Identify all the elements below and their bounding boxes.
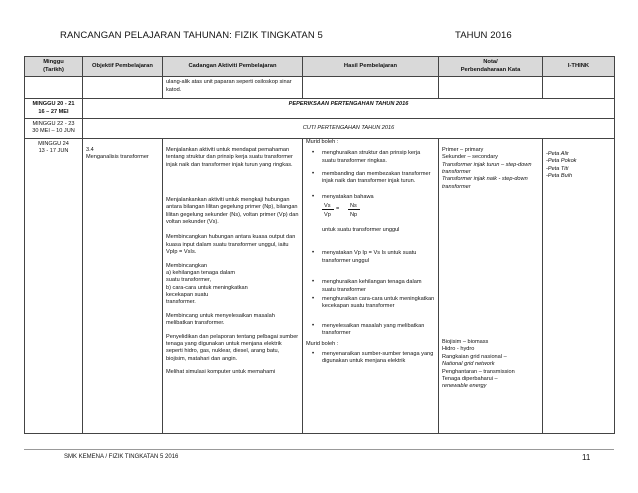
list-item: • menyenaraikan sumber-sumber tenaga yang digunakan untuk menjana elektrik <box>322 351 435 366</box>
footer-text: SMK KEMENA / FIZIK TINGKATAN 5 2016 <box>64 454 179 460</box>
header-activity: Cadangan Aktiviti Pembelajaran <box>163 57 303 77</box>
document-title: RANCANGAN PELAJARAN TAHUNAN: FIZIK TINGKATAN 5 <box>60 30 323 41</box>
table-row <box>25 77 615 99</box>
lesson-plan-table <box>24 56 615 434</box>
holiday-row <box>25 119 615 139</box>
objective-cell: 3.4 Menganalisis transformer <box>83 138 163 433</box>
header-objective: Objektif Pembelajaran <box>83 57 163 77</box>
notes-cell: Primer – primary Sekunder – secondary Transformer injak turun – step-down transformer Transformer injak naik - step-down transformer Biojisim – biomass Hidro - hydro Rangkaian grid nasional – National grid network Penghantaran – transmission Tenaga diperbaharui – renewable energy <box>439 138 543 433</box>
week-cell: MINGGU 22 - 23 30 MEI – 10 JUN <box>25 119 83 139</box>
list-item: • menyatakan Vp Ip = Vs Is untuk suatu transformer unggul <box>322 250 435 265</box>
header-ithink: I-THINK <box>543 57 615 77</box>
ithink-cell: -Peta Alir -Peta Pokok -Peta Titi -Peta Buih <box>543 138 615 433</box>
header-outcome: Hasil Pembelajaran <box>303 57 439 77</box>
week-cell: MINGGU 24 13 - 17 JUN <box>25 138 83 433</box>
document-year: TAHUN 2016 <box>455 30 512 41</box>
week-cell: MINGGU 20 - 21 16 – 27 MEI <box>25 99 83 119</box>
list-item: • menyatakan bahawa Vs Ns = Vp Np <box>322 194 435 225</box>
activity-cell: Menjalankan aktiviti untuk mendapat pemahaman tentang struktur dan prinsip kerja suatu transformer injak naik dan transformer injak turun yang ringkas. Menjalankankan aktiviti untuk mengkaji hubungan antara bilangan lilitan gegelung primer (Np), bilangan lilitan gegelung sekunder (Ns), voltan primer (Vp) dan voltan sekunder (Vs). Membincangkan hubungan antara kuasa output dan kuasa input dalam suatu transformer unggul, iaitu VpIp = VsIs. Membincangkan a) kehilangan tenaga dalam suatu transformer, b) cara-cara untuk meningkatkan kecekapan suatu transformer. Membincang untuk menyelesaikan masalah melibatkan transformer. Penyelidikan dan pelaporan tentang pelbagai sumber tenaga yang digunakan untuk menjana elektrik seperti hidro, gas, nuklear, diesel, arang batu, biojisim, matahari dan angin. Melihat simulasi komputer untuk memahami <box>163 138 303 433</box>
list-item: • membanding dan membezakan transformer injak naik dan transformer injak turun. <box>322 171 435 186</box>
header-notes: Nota/ Perbendaharaan Kata <box>439 57 543 77</box>
activity-cell: ulang-alik atas unit paparan seperti osiloskop sinar katod. <box>163 77 303 99</box>
outcome-cell: Murid boleh : • menghuraikan struktur dan prinsip kerja suatu transformer ringkas. • membanding dan membezakan transformer injak naik dan transformer injak turun. • menyatakan bahawa Vs Ns = Vp Np untuk suatu transformer unggul • menyatakan Vp Ip = Vs Is untuk suatu transformer unggul • menghuraikan kehilangan tenaga dalam suatu transformer • menghuraikan cara-cara untuk meningkatkan kecekapan suatu transformer • menyelesaikan masalah yang melibatkan transformer Murid boleh : • menyenaraikan sumber-sumber tenaga yang digunakan untuk menjana elektrik <box>303 138 439 433</box>
exam-label: PEPERIKSAAN PERTENGAHAN TAHUN 2016 <box>83 99 615 119</box>
list-item: • menghuraikan cara-cara untuk meningkatkan kecekapan suatu transformer <box>322 296 435 311</box>
list-item: • menghuraikan kehilangan tenaga dalam suatu transformer <box>322 279 435 294</box>
table-header-row <box>25 57 615 77</box>
holiday-label: CUTI PERTENGAHAN TAHUN 2016 <box>83 119 615 139</box>
table-row <box>25 138 615 433</box>
page-number: 11 <box>582 453 591 462</box>
list-item: • menghuraikan struktur dan prinsip kerja suatu transformer ringkas. <box>322 150 435 165</box>
list-item: • menyelesaikan masalah yang melibatkan transformer <box>322 323 435 338</box>
exam-row <box>25 99 615 119</box>
transformer-ratio-formula: Vs Ns = Vp Np <box>322 203 435 225</box>
footer-divider <box>24 449 614 450</box>
header-week: Minggu (Tarikh) <box>25 57 83 77</box>
